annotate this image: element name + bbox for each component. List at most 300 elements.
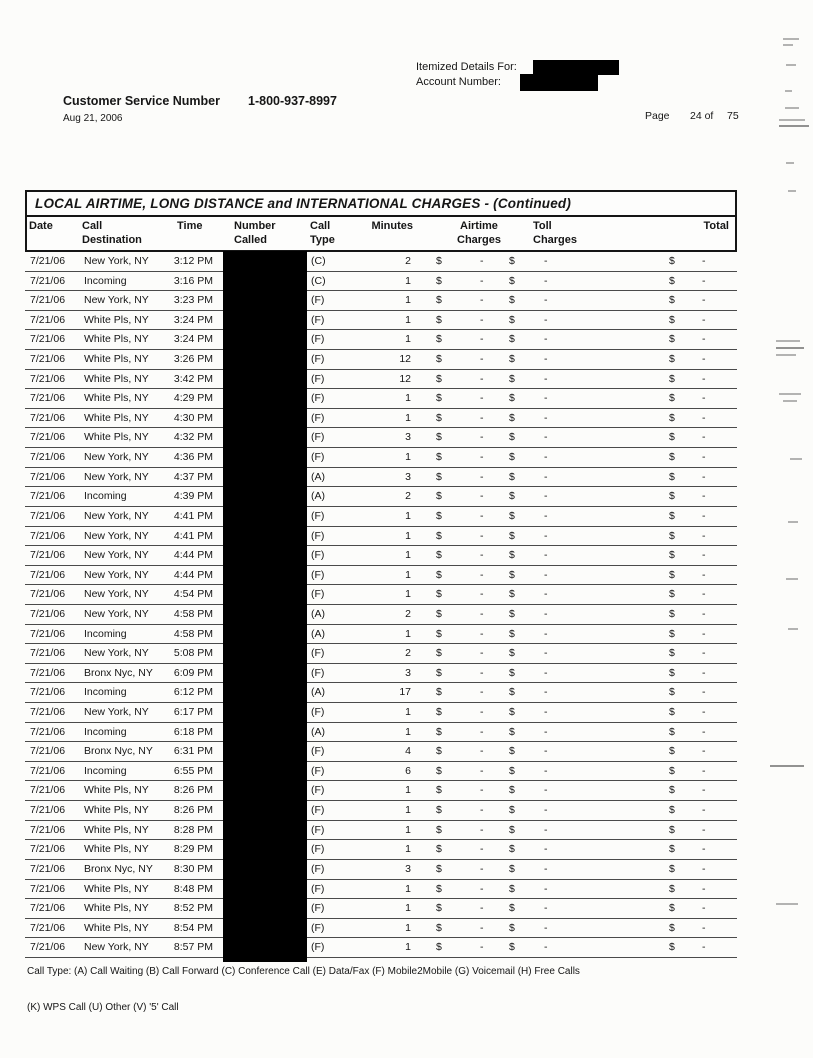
cell-toll-currency: $	[509, 745, 515, 758]
cell-time: 8:26 PM	[173, 804, 213, 817]
cell-total-amount: -	[702, 509, 706, 522]
cell-total-currency: $	[669, 568, 675, 581]
cell-minutes: 1	[405, 451, 411, 464]
cell-call-type: (C)	[311, 255, 326, 267]
cell-airtime-currency: $	[436, 451, 442, 464]
cell-airtime-currency: $	[436, 647, 442, 660]
cell-airtime-amount: -	[480, 451, 484, 464]
cell-airtime-amount: -	[480, 255, 484, 267]
cell-toll-currency: $	[509, 607, 515, 620]
cell-airtime-currency: $	[436, 431, 442, 444]
table-row	[25, 527, 737, 547]
cell-airtime-currency: $	[436, 745, 442, 758]
cell-airtime-amount: -	[480, 274, 484, 287]
cell-minutes: 1	[405, 902, 411, 915]
cell-call-destination: New York, NY	[84, 607, 149, 620]
cell-time: 3:23 PM	[173, 294, 213, 307]
cell-total-amount: -	[702, 274, 706, 287]
cell-call-destination: Incoming	[84, 274, 127, 287]
column-header-called: Called	[234, 234, 268, 246]
cell-airtime-amount: -	[480, 509, 484, 522]
cell-date: 7/21/06	[30, 549, 66, 562]
cell-minutes: 1	[405, 509, 411, 522]
cell-airtime-amount: -	[480, 725, 484, 738]
cell-date: 7/21/06	[30, 627, 66, 640]
cell-airtime-amount: -	[480, 411, 484, 424]
cell-minutes: 1	[405, 706, 411, 719]
cell-call-type: (F)	[311, 666, 325, 679]
cell-call-type: (A)	[311, 627, 325, 640]
cell-toll-currency: $	[509, 647, 515, 660]
cell-toll-amount: -	[544, 823, 548, 836]
cell-toll-amount: -	[544, 647, 548, 660]
scan-artifact	[770, 765, 804, 767]
cell-time: 4:36 PM	[173, 451, 213, 464]
cell-total-amount: -	[702, 862, 706, 875]
cell-airtime-amount: -	[480, 882, 484, 895]
cell-total-currency: $	[669, 784, 675, 797]
cell-time: 8:26 PM	[173, 784, 213, 797]
cell-total-amount: -	[702, 902, 706, 915]
cell-call-destination: White Pls, NY	[84, 313, 149, 326]
cell-time: 6:09 PM	[173, 666, 213, 679]
scan-artifact	[788, 628, 798, 630]
cell-call-destination: New York, NY	[84, 529, 149, 542]
cell-total-currency: $	[669, 706, 675, 719]
scan-artifact	[786, 578, 798, 580]
column-header-number: Number	[234, 220, 276, 232]
table-row	[25, 291, 737, 311]
table-row	[25, 762, 737, 782]
cell-airtime-currency: $	[436, 274, 442, 287]
footnote-call-type-legend: Call Type: (A) Call Waiting (B) Call Forward (C) Conference Call (E) Data/Fax (F) Mobile2Mobile (G) Voicemail (H) Free Calls	[27, 966, 580, 977]
cell-toll-amount: -	[544, 588, 548, 601]
cell-call-destination: White Pls, NY	[84, 411, 149, 424]
cell-call-destination: Incoming	[84, 627, 127, 640]
cell-minutes: 1	[405, 627, 411, 640]
table-row	[25, 821, 737, 841]
scan-artifact	[783, 38, 799, 40]
cell-date: 7/21/06	[30, 862, 66, 875]
cell-time: 3:24 PM	[173, 313, 213, 326]
cell-total-amount: -	[702, 411, 706, 424]
cell-date: 7/21/06	[30, 666, 66, 679]
column-header-airtime-charges: Charges	[457, 234, 502, 246]
cell-airtime-amount: -	[480, 568, 484, 581]
cell-call-destination: New York, NY	[84, 588, 149, 601]
cell-toll-currency: $	[509, 509, 515, 522]
cell-total-currency: $	[669, 490, 675, 503]
cell-date: 7/21/06	[30, 568, 66, 581]
table-header-row	[25, 217, 737, 252]
cell-date: 7/21/06	[30, 725, 66, 738]
cell-date: 7/21/06	[30, 274, 66, 287]
cell-call-type: (F)	[311, 902, 325, 915]
cell-toll-amount: -	[544, 706, 548, 719]
cell-minutes: 1	[405, 568, 411, 581]
cell-minutes: 1	[405, 921, 411, 934]
scan-artifact	[776, 340, 800, 342]
table-body	[25, 252, 737, 958]
cell-minutes: 1	[405, 392, 411, 405]
cell-total-currency: $	[669, 725, 675, 738]
column-header-date: Date	[29, 220, 53, 232]
cell-time: 8:54 PM	[173, 921, 213, 934]
cell-date: 7/21/06	[30, 509, 66, 522]
cell-time: 4:41 PM	[173, 509, 213, 522]
scan-artifact	[776, 903, 798, 905]
cell-total-amount: -	[702, 706, 706, 719]
cell-airtime-currency: $	[436, 411, 442, 424]
cell-airtime-currency: $	[436, 294, 442, 307]
cell-airtime-amount: -	[480, 804, 484, 817]
cell-total-amount: -	[702, 686, 706, 699]
cell-call-type: (F)	[311, 509, 325, 522]
cell-minutes: 1	[405, 588, 411, 601]
cell-airtime-currency: $	[436, 784, 442, 797]
cell-toll-amount: -	[544, 411, 548, 424]
cell-call-type: (F)	[311, 921, 325, 934]
cell-toll-amount: -	[544, 294, 548, 307]
cell-toll-currency: $	[509, 313, 515, 326]
column-header-airtime: Airtime	[460, 220, 498, 232]
cell-total-amount: -	[702, 294, 706, 307]
cell-airtime-amount: -	[480, 353, 484, 366]
cell-date: 7/21/06	[30, 706, 66, 719]
cell-time: 8:28 PM	[173, 823, 213, 836]
column-header-total: Total	[703, 220, 729, 232]
cell-toll-currency: $	[509, 411, 515, 424]
cell-airtime-currency: $	[436, 843, 442, 856]
table-row	[25, 723, 737, 743]
cell-total-currency: $	[669, 647, 675, 660]
cell-toll-currency: $	[509, 764, 515, 777]
cell-airtime-amount: -	[480, 333, 484, 346]
cell-total-currency: $	[669, 607, 675, 620]
account-number-label: Account Number:	[416, 76, 501, 88]
cell-airtime-amount: -	[480, 470, 484, 483]
cell-toll-currency: $	[509, 902, 515, 915]
column-header-minutes: Minutes	[371, 220, 413, 232]
cell-toll-amount: -	[544, 372, 548, 385]
cell-airtime-amount: -	[480, 588, 484, 601]
table-title: LOCAL AIRTIME, LONG DISTANCE and INTERNATIONAL CHARGES - (Continued)	[35, 196, 572, 211]
cell-total-currency: $	[669, 255, 675, 267]
cell-total-amount: -	[702, 764, 706, 777]
cell-time: 4:58 PM	[173, 607, 213, 620]
cell-call-destination: Bronx Nyc, NY	[84, 745, 153, 758]
cell-date: 7/21/06	[30, 333, 66, 346]
cell-minutes: 1	[405, 529, 411, 542]
cell-call-destination: Incoming	[84, 686, 127, 699]
cell-total-currency: $	[669, 431, 675, 444]
table-row	[25, 409, 737, 429]
cell-time: 5:08 PM	[173, 647, 213, 660]
cell-call-type: (F)	[311, 862, 325, 875]
cell-total-currency: $	[669, 392, 675, 405]
cell-time: 6:55 PM	[173, 764, 213, 777]
cell-call-destination: White Pls, NY	[84, 431, 149, 444]
cell-call-type: (A)	[311, 470, 325, 483]
cell-total-currency: $	[669, 529, 675, 542]
cell-total-amount: -	[702, 333, 706, 346]
cell-airtime-currency: $	[436, 902, 442, 915]
cell-call-destination: New York, NY	[84, 294, 149, 307]
cell-date: 7/21/06	[30, 921, 66, 934]
cell-total-amount: -	[702, 313, 706, 326]
cell-airtime-amount: -	[480, 372, 484, 385]
scan-artifact	[786, 162, 794, 164]
table-row	[25, 468, 737, 488]
cell-toll-currency: $	[509, 333, 515, 346]
cell-total-currency: $	[669, 902, 675, 915]
cell-time: 3:26 PM	[173, 353, 213, 366]
cell-call-type: (F)	[311, 568, 325, 581]
cell-total-currency: $	[669, 294, 675, 307]
cell-total-amount: -	[702, 568, 706, 581]
cell-date: 7/21/06	[30, 411, 66, 424]
cell-toll-currency: $	[509, 392, 515, 405]
cell-call-destination: White Pls, NY	[84, 353, 149, 366]
cell-call-type: (F)	[311, 333, 325, 346]
cell-call-type: (F)	[311, 372, 325, 385]
cell-minutes: 1	[405, 274, 411, 287]
cell-call-destination: White Pls, NY	[84, 784, 149, 797]
cell-call-type: (F)	[311, 764, 325, 777]
cell-airtime-currency: $	[436, 549, 442, 562]
cell-toll-currency: $	[509, 490, 515, 503]
cell-total-currency: $	[669, 313, 675, 326]
table-row	[25, 448, 737, 468]
cell-total-amount: -	[702, 882, 706, 895]
cell-minutes: 1	[405, 294, 411, 307]
cell-total-amount: -	[702, 529, 706, 542]
cell-time: 8:30 PM	[173, 862, 213, 875]
cell-minutes: 1	[405, 941, 411, 954]
cell-call-type: (F)	[311, 843, 325, 856]
cell-call-type: (F)	[311, 294, 325, 307]
table-row	[25, 919, 737, 939]
cell-time: 8:57 PM	[173, 941, 213, 954]
cell-call-type: (A)	[311, 686, 325, 699]
table-row	[25, 801, 737, 821]
cell-toll-amount: -	[544, 509, 548, 522]
cell-call-type: (F)	[311, 784, 325, 797]
cell-minutes: 3	[405, 470, 411, 483]
cell-date: 7/21/06	[30, 470, 66, 483]
cell-call-type: (F)	[311, 431, 325, 444]
cell-airtime-currency: $	[436, 529, 442, 542]
cell-call-type: (F)	[311, 529, 325, 542]
cell-toll-amount: -	[544, 451, 548, 464]
cell-minutes: 1	[405, 411, 411, 424]
cell-toll-currency: $	[509, 666, 515, 679]
scan-artifact	[788, 190, 796, 192]
cell-call-destination: Incoming	[84, 725, 127, 738]
cell-toll-amount: -	[544, 470, 548, 483]
cell-airtime-currency: $	[436, 588, 442, 601]
cell-toll-currency: $	[509, 784, 515, 797]
cell-time: 4:44 PM	[173, 568, 213, 581]
cell-time: 4:44 PM	[173, 549, 213, 562]
cell-call-type: (C)	[311, 274, 326, 287]
cell-toll-amount: -	[544, 529, 548, 542]
cell-call-type: (F)	[311, 588, 325, 601]
cell-time: 6:18 PM	[173, 725, 213, 738]
cell-time: 4:37 PM	[173, 470, 213, 483]
cell-total-currency: $	[669, 353, 675, 366]
cell-call-type: (F)	[311, 392, 325, 405]
table-row	[25, 350, 737, 370]
cell-toll-amount: -	[544, 764, 548, 777]
cell-total-currency: $	[669, 470, 675, 483]
cell-minutes: 1	[405, 882, 411, 895]
cell-call-type: (F)	[311, 647, 325, 660]
cell-toll-amount: -	[544, 686, 548, 699]
scan-artifact	[779, 119, 805, 121]
cell-toll-amount: -	[544, 568, 548, 581]
table-row	[25, 507, 737, 527]
cell-time: 3:24 PM	[173, 333, 213, 346]
scan-artifact	[786, 64, 796, 66]
cell-total-amount: -	[702, 647, 706, 660]
cell-airtime-amount: -	[480, 431, 484, 444]
cell-date: 7/21/06	[30, 764, 66, 777]
cell-call-destination: White Pls, NY	[84, 882, 149, 895]
cell-total-currency: $	[669, 274, 675, 287]
cell-airtime-currency: $	[436, 725, 442, 738]
cell-airtime-amount: -	[480, 549, 484, 562]
cell-airtime-currency: $	[436, 686, 442, 699]
cell-airtime-amount: -	[480, 686, 484, 699]
cell-toll-currency: $	[509, 529, 515, 542]
cell-call-destination: Incoming	[84, 490, 127, 503]
table-row	[25, 880, 737, 900]
cell-total-amount: -	[702, 470, 706, 483]
cell-toll-amount: -	[544, 353, 548, 366]
cell-call-destination: White Pls, NY	[84, 804, 149, 817]
cell-total-amount: -	[702, 490, 706, 503]
cell-toll-amount: -	[544, 725, 548, 738]
cell-toll-currency: $	[509, 451, 515, 464]
cell-total-amount: -	[702, 745, 706, 758]
cell-call-destination: White Pls, NY	[84, 921, 149, 934]
redacted-number-called-column	[223, 251, 307, 962]
cell-time: 4:30 PM	[173, 411, 213, 424]
cell-minutes: 4	[405, 745, 411, 758]
cell-date: 7/21/06	[30, 392, 66, 405]
cell-toll-amount: -	[544, 490, 548, 503]
table-row	[25, 370, 737, 390]
cell-call-destination: New York, NY	[84, 706, 149, 719]
cell-toll-amount: -	[544, 902, 548, 915]
cell-call-destination: New York, NY	[84, 255, 149, 267]
cell-time: 3:16 PM	[173, 274, 213, 287]
cell-total-amount: -	[702, 941, 706, 954]
cell-toll-amount: -	[544, 333, 548, 346]
cell-airtime-amount: -	[480, 902, 484, 915]
cell-date: 7/21/06	[30, 490, 66, 503]
cell-total-amount: -	[702, 372, 706, 385]
scan-artifact	[783, 400, 797, 402]
page-current: 24 of	[690, 110, 714, 122]
column-header-type: Type	[310, 234, 335, 246]
table-row	[25, 585, 737, 605]
redacted-account-number	[520, 74, 598, 91]
cell-time: 4:54 PM	[173, 588, 213, 601]
table-row	[25, 311, 737, 331]
cell-toll-amount: -	[544, 843, 548, 856]
cell-airtime-amount: -	[480, 941, 484, 954]
cell-toll-amount: -	[544, 627, 548, 640]
cell-toll-amount: -	[544, 274, 548, 287]
cell-total-amount: -	[702, 431, 706, 444]
cell-airtime-currency: $	[436, 941, 442, 954]
table-row	[25, 428, 737, 448]
cell-toll-currency: $	[509, 353, 515, 366]
cell-call-destination: White Pls, NY	[84, 372, 149, 385]
cell-airtime-currency: $	[436, 882, 442, 895]
scan-artifact	[779, 393, 801, 395]
cell-total-currency: $	[669, 588, 675, 601]
cell-toll-currency: $	[509, 823, 515, 836]
table-row	[25, 683, 737, 703]
cell-airtime-amount: -	[480, 784, 484, 797]
cell-minutes: 1	[405, 843, 411, 856]
cell-total-amount: -	[702, 607, 706, 620]
cell-total-currency: $	[669, 764, 675, 777]
cell-toll-amount: -	[544, 941, 548, 954]
cell-call-destination: White Pls, NY	[84, 333, 149, 346]
table-row	[25, 625, 737, 645]
cell-time: 4:58 PM	[173, 627, 213, 640]
cell-toll-amount: -	[544, 921, 548, 934]
cell-airtime-amount: -	[480, 706, 484, 719]
cell-time: 4:39 PM	[173, 490, 213, 503]
cell-time: 4:29 PM	[173, 392, 213, 405]
cell-total-currency: $	[669, 333, 675, 346]
scan-artifact	[783, 44, 793, 46]
table-row	[25, 330, 737, 350]
cell-call-type: (F)	[311, 745, 325, 758]
cell-date: 7/21/06	[30, 607, 66, 620]
table-row	[25, 664, 737, 684]
cell-toll-currency: $	[509, 882, 515, 895]
cell-airtime-currency: $	[436, 804, 442, 817]
cell-toll-amount: -	[544, 392, 548, 405]
cell-total-amount: -	[702, 725, 706, 738]
cell-toll-currency: $	[509, 804, 515, 817]
cell-airtime-currency: $	[436, 706, 442, 719]
cell-call-destination: White Pls, NY	[84, 392, 149, 405]
cell-time: 8:52 PM	[173, 902, 213, 915]
cell-date: 7/21/06	[30, 686, 66, 699]
cell-toll-currency: $	[509, 294, 515, 307]
table-row	[25, 546, 737, 566]
cell-total-amount: -	[702, 627, 706, 640]
cell-minutes: 1	[405, 823, 411, 836]
cell-airtime-amount: -	[480, 647, 484, 660]
cell-toll-currency: $	[509, 431, 515, 444]
customer-service-number: 1-800-937-8997	[248, 94, 337, 108]
table-title-box	[25, 190, 737, 217]
cell-airtime-currency: $	[436, 333, 442, 346]
cell-airtime-currency: $	[436, 607, 442, 620]
cell-minutes: 1	[405, 784, 411, 797]
table-row	[25, 605, 737, 625]
cell-total-currency: $	[669, 921, 675, 934]
cell-total-currency: $	[669, 627, 675, 640]
